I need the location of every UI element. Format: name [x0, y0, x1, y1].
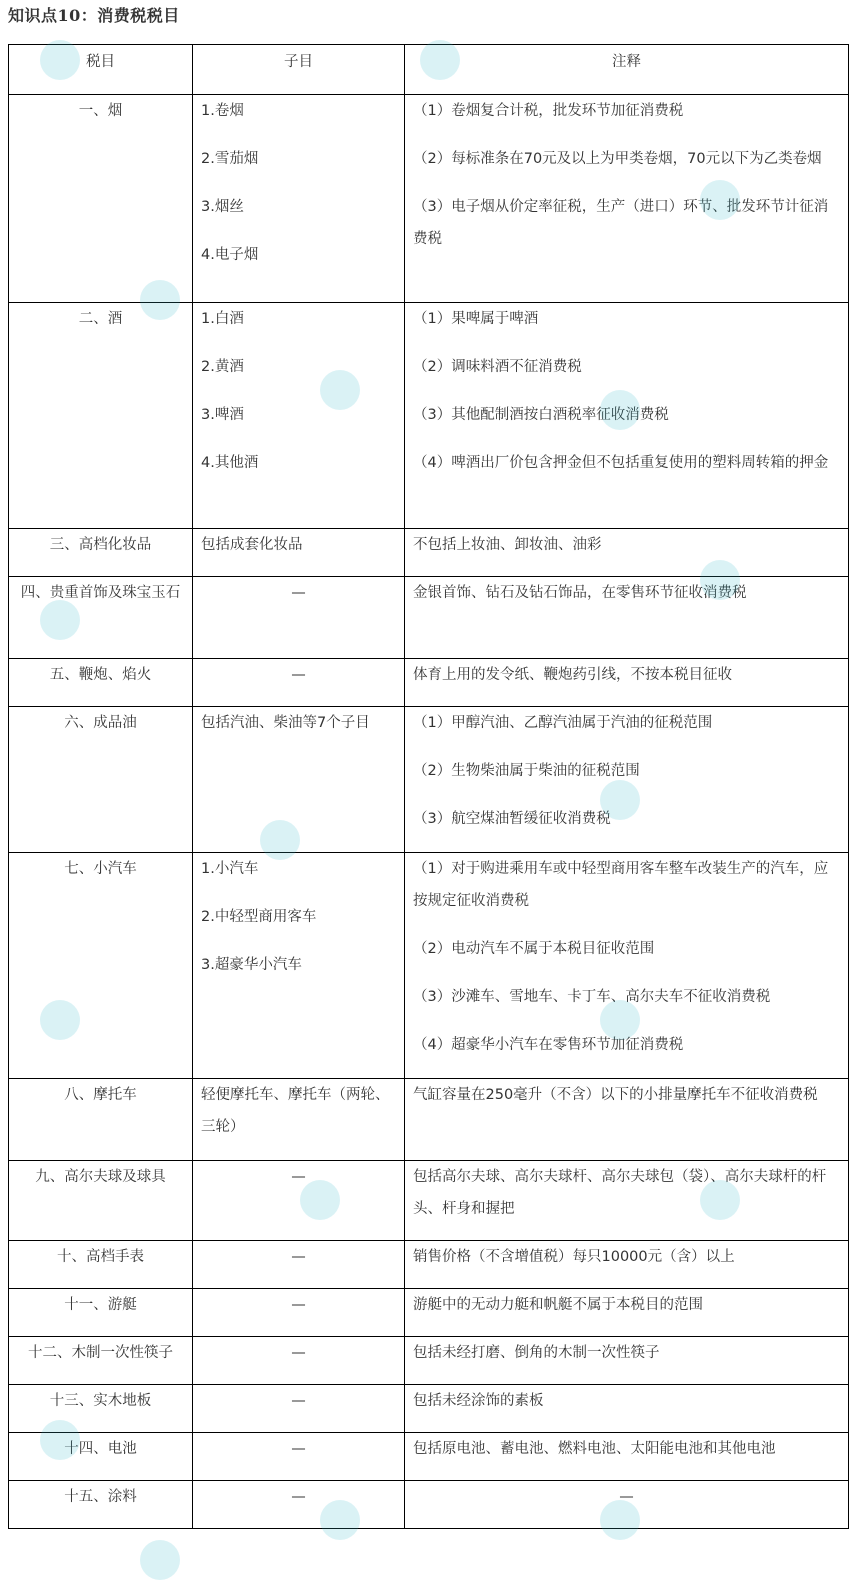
- sub-item: —: [291, 1393, 306, 1409]
- table-row: [9, 1289, 849, 1337]
- sub-items-cell: [193, 1079, 405, 1161]
- notes-cell: [405, 577, 849, 659]
- sub-items-cell: [193, 303, 405, 529]
- note-item: （4）超豪华小汽车在零售环节加征消费税: [413, 1037, 684, 1053]
- sub-item: 1.白酒: [201, 311, 244, 327]
- sub-item: —: [291, 667, 306, 683]
- note-item: 游艇中的无动力艇和帆艇不属于本税目的范围: [413, 1297, 703, 1313]
- sub-item: 2.中轻型商用客车: [201, 909, 317, 925]
- sub-item: —: [291, 1169, 306, 1185]
- tax-item-name: 十五、涂料: [9, 1481, 193, 1529]
- notes-cell: [405, 1385, 849, 1433]
- note-item: （2）每标准条在70元及以上为甲类卷烟，70元以下为乙类卷烟: [413, 151, 822, 167]
- watermark-logo-icon: [140, 1540, 180, 1580]
- sub-items-cell: [193, 1433, 405, 1481]
- note-item: 金银首饰、钻石及钻石饰品，在零售环节征收消费税: [413, 585, 747, 601]
- table-row: [9, 853, 849, 1079]
- tax-item-name: 十一、游艇: [9, 1289, 193, 1337]
- note-item: 包括未经涂饰的素板: [413, 1393, 544, 1409]
- table-row: [9, 659, 849, 707]
- sub-item: 3.超豪华小汽车: [201, 957, 302, 973]
- note-item: —: [619, 1489, 634, 1505]
- tax-item-name: 十、高档手表: [9, 1241, 193, 1289]
- sub-items-cell: [193, 577, 405, 659]
- notes-cell: [405, 1241, 849, 1289]
- sub-item: 包括汽油、柴油等7个子目: [201, 715, 370, 731]
- sub-items-cell: [193, 1385, 405, 1433]
- note-item: （2）电动汽车不属于本税目征收范围: [413, 941, 655, 957]
- notes-cell: [405, 853, 849, 1079]
- notes-cell: [405, 95, 849, 303]
- sub-item: —: [291, 585, 306, 601]
- note-item: 包括未经打磨、倒角的木制一次性筷子: [413, 1345, 660, 1361]
- sub-item: —: [291, 1489, 306, 1505]
- notes-cell: [405, 1079, 849, 1161]
- note-item: （2）生物柴油属于柴油的征税范围: [413, 763, 640, 779]
- sub-items-cell: [193, 659, 405, 707]
- sub-items-cell: [193, 529, 405, 577]
- note-item: 包括高尔夫球、高尔夫球杆、高尔夫球包（袋）、高尔夫球杆的杆头、杆身和握把: [413, 1169, 827, 1217]
- tax-item-name: 十二、木制一次性筷子: [9, 1337, 193, 1385]
- sub-items-cell: [193, 853, 405, 1079]
- note-item: （3）电子烟从价定率征税，生产（进口）环节、批发环节计征消费税: [413, 199, 829, 247]
- notes-cell: [405, 1433, 849, 1481]
- tax-item-name: 三、高档化妆品: [9, 529, 193, 577]
- note-item: 销售价格（不含增值税）每只10000元（含）以上: [413, 1249, 735, 1265]
- tax-item-name: 八、摩托车: [9, 1079, 193, 1161]
- sub-item: 4.电子烟: [201, 247, 259, 263]
- note-item: （3）其他配制酒按白酒税率征收消费税: [413, 407, 669, 423]
- sub-item: 3.啤酒: [201, 407, 244, 423]
- table-row: [9, 1481, 849, 1529]
- consumption-tax-table: [8, 44, 849, 1529]
- sub-items-cell: [193, 1337, 405, 1385]
- notes-cell: [405, 1289, 849, 1337]
- tax-item-name: 四、贵重首饰及珠宝玉石: [9, 577, 193, 659]
- table-row: [9, 303, 849, 529]
- notes-cell: [405, 529, 849, 577]
- table-row: [9, 1079, 849, 1161]
- note-item: （1）果啤属于啤酒: [413, 311, 539, 327]
- notes-cell: [405, 1161, 849, 1241]
- sub-item: 包括成套化妆品: [201, 537, 303, 553]
- note-item: （3）航空煤油暂缓征收消费税: [413, 811, 611, 827]
- note-item: 体育上用的发令纸、鞭炮药引线，不按本税目征收: [413, 667, 732, 683]
- table-row: [9, 707, 849, 853]
- page-title: 知识点10：消费税税目: [8, 6, 180, 25]
- sub-item: —: [291, 1441, 306, 1457]
- note-item: 不包括上妆油、卸妆油、油彩: [413, 537, 602, 553]
- notes-cell: [405, 1337, 849, 1385]
- sub-item: 1.小汽车: [201, 861, 259, 877]
- tax-item-name: 十四、电池: [9, 1433, 193, 1481]
- note-item: （1）对于购进乘用车或中轻型商用客车整车改装生产的汽车，应按规定征收消费税: [413, 861, 829, 909]
- sub-item: 1.卷烟: [201, 103, 244, 119]
- sub-item: —: [291, 1297, 306, 1313]
- notes-cell: [405, 707, 849, 853]
- table-row: [9, 577, 849, 659]
- notes-cell: [405, 303, 849, 529]
- table-row: [9, 1433, 849, 1481]
- table-row: [9, 1337, 849, 1385]
- sub-item: 4.其他酒: [201, 455, 259, 471]
- header-sub-item: 子目: [193, 45, 405, 95]
- tax-item-name: 一、烟: [9, 95, 193, 303]
- note-item: 包括原电池、蓄电池、燃料电池、太阳能电池和其他电池: [413, 1441, 776, 1457]
- tax-item-name: 七、小汽车: [9, 853, 193, 1079]
- table-row: [9, 1241, 849, 1289]
- notes-cell: [405, 659, 849, 707]
- tax-item-name: 二、酒: [9, 303, 193, 529]
- notes-cell: [405, 1481, 849, 1529]
- table-row: [9, 1161, 849, 1241]
- note-item: （2）调味料酒不征消费税: [413, 359, 582, 375]
- table-row: [9, 1385, 849, 1433]
- note-item: 气缸容量在250毫升（不含）以下的小排量摩托车不征收消费税: [413, 1087, 818, 1103]
- note-item: （1）甲醇汽油、乙醇汽油属于汽油的征税范围: [413, 715, 713, 731]
- tax-item-name: 六、成品油: [9, 707, 193, 853]
- note-item: （1）卷烟复合计税，批发环节加征消费税: [413, 103, 684, 119]
- sub-items-cell: [193, 1481, 405, 1529]
- sub-item: 2.雪茄烟: [201, 151, 259, 167]
- sub-item: 3.烟丝: [201, 199, 244, 215]
- sub-items-cell: [193, 1289, 405, 1337]
- sub-items-cell: [193, 1241, 405, 1289]
- sub-items-cell: [193, 1161, 405, 1241]
- table-header-row: [9, 45, 849, 95]
- tax-item-name: 九、高尔夫球及球具: [9, 1161, 193, 1241]
- header-tax-item: 税目: [9, 45, 193, 95]
- tax-item-name: 五、鞭炮、焰火: [9, 659, 193, 707]
- note-item: （4）啤酒出厂价包含押金但不包括重复使用的塑料周转箱的押金: [413, 455, 829, 471]
- tax-item-name: 十三、实木地板: [9, 1385, 193, 1433]
- table-row: [9, 529, 849, 577]
- sub-items-cell: [193, 707, 405, 853]
- sub-item: —: [291, 1345, 306, 1361]
- table-row: [9, 95, 849, 303]
- sub-item: 轻便摩托车、摩托车（两轮、三轮）: [201, 1087, 390, 1135]
- note-item: （3）沙滩车、雪地车、卡丁车、高尔夫车不征收消费税: [413, 989, 771, 1005]
- sub-item: 2.黄酒: [201, 359, 244, 375]
- sub-items-cell: [193, 95, 405, 303]
- sub-item: —: [291, 1249, 306, 1265]
- header-notes: 注释: [405, 45, 849, 95]
